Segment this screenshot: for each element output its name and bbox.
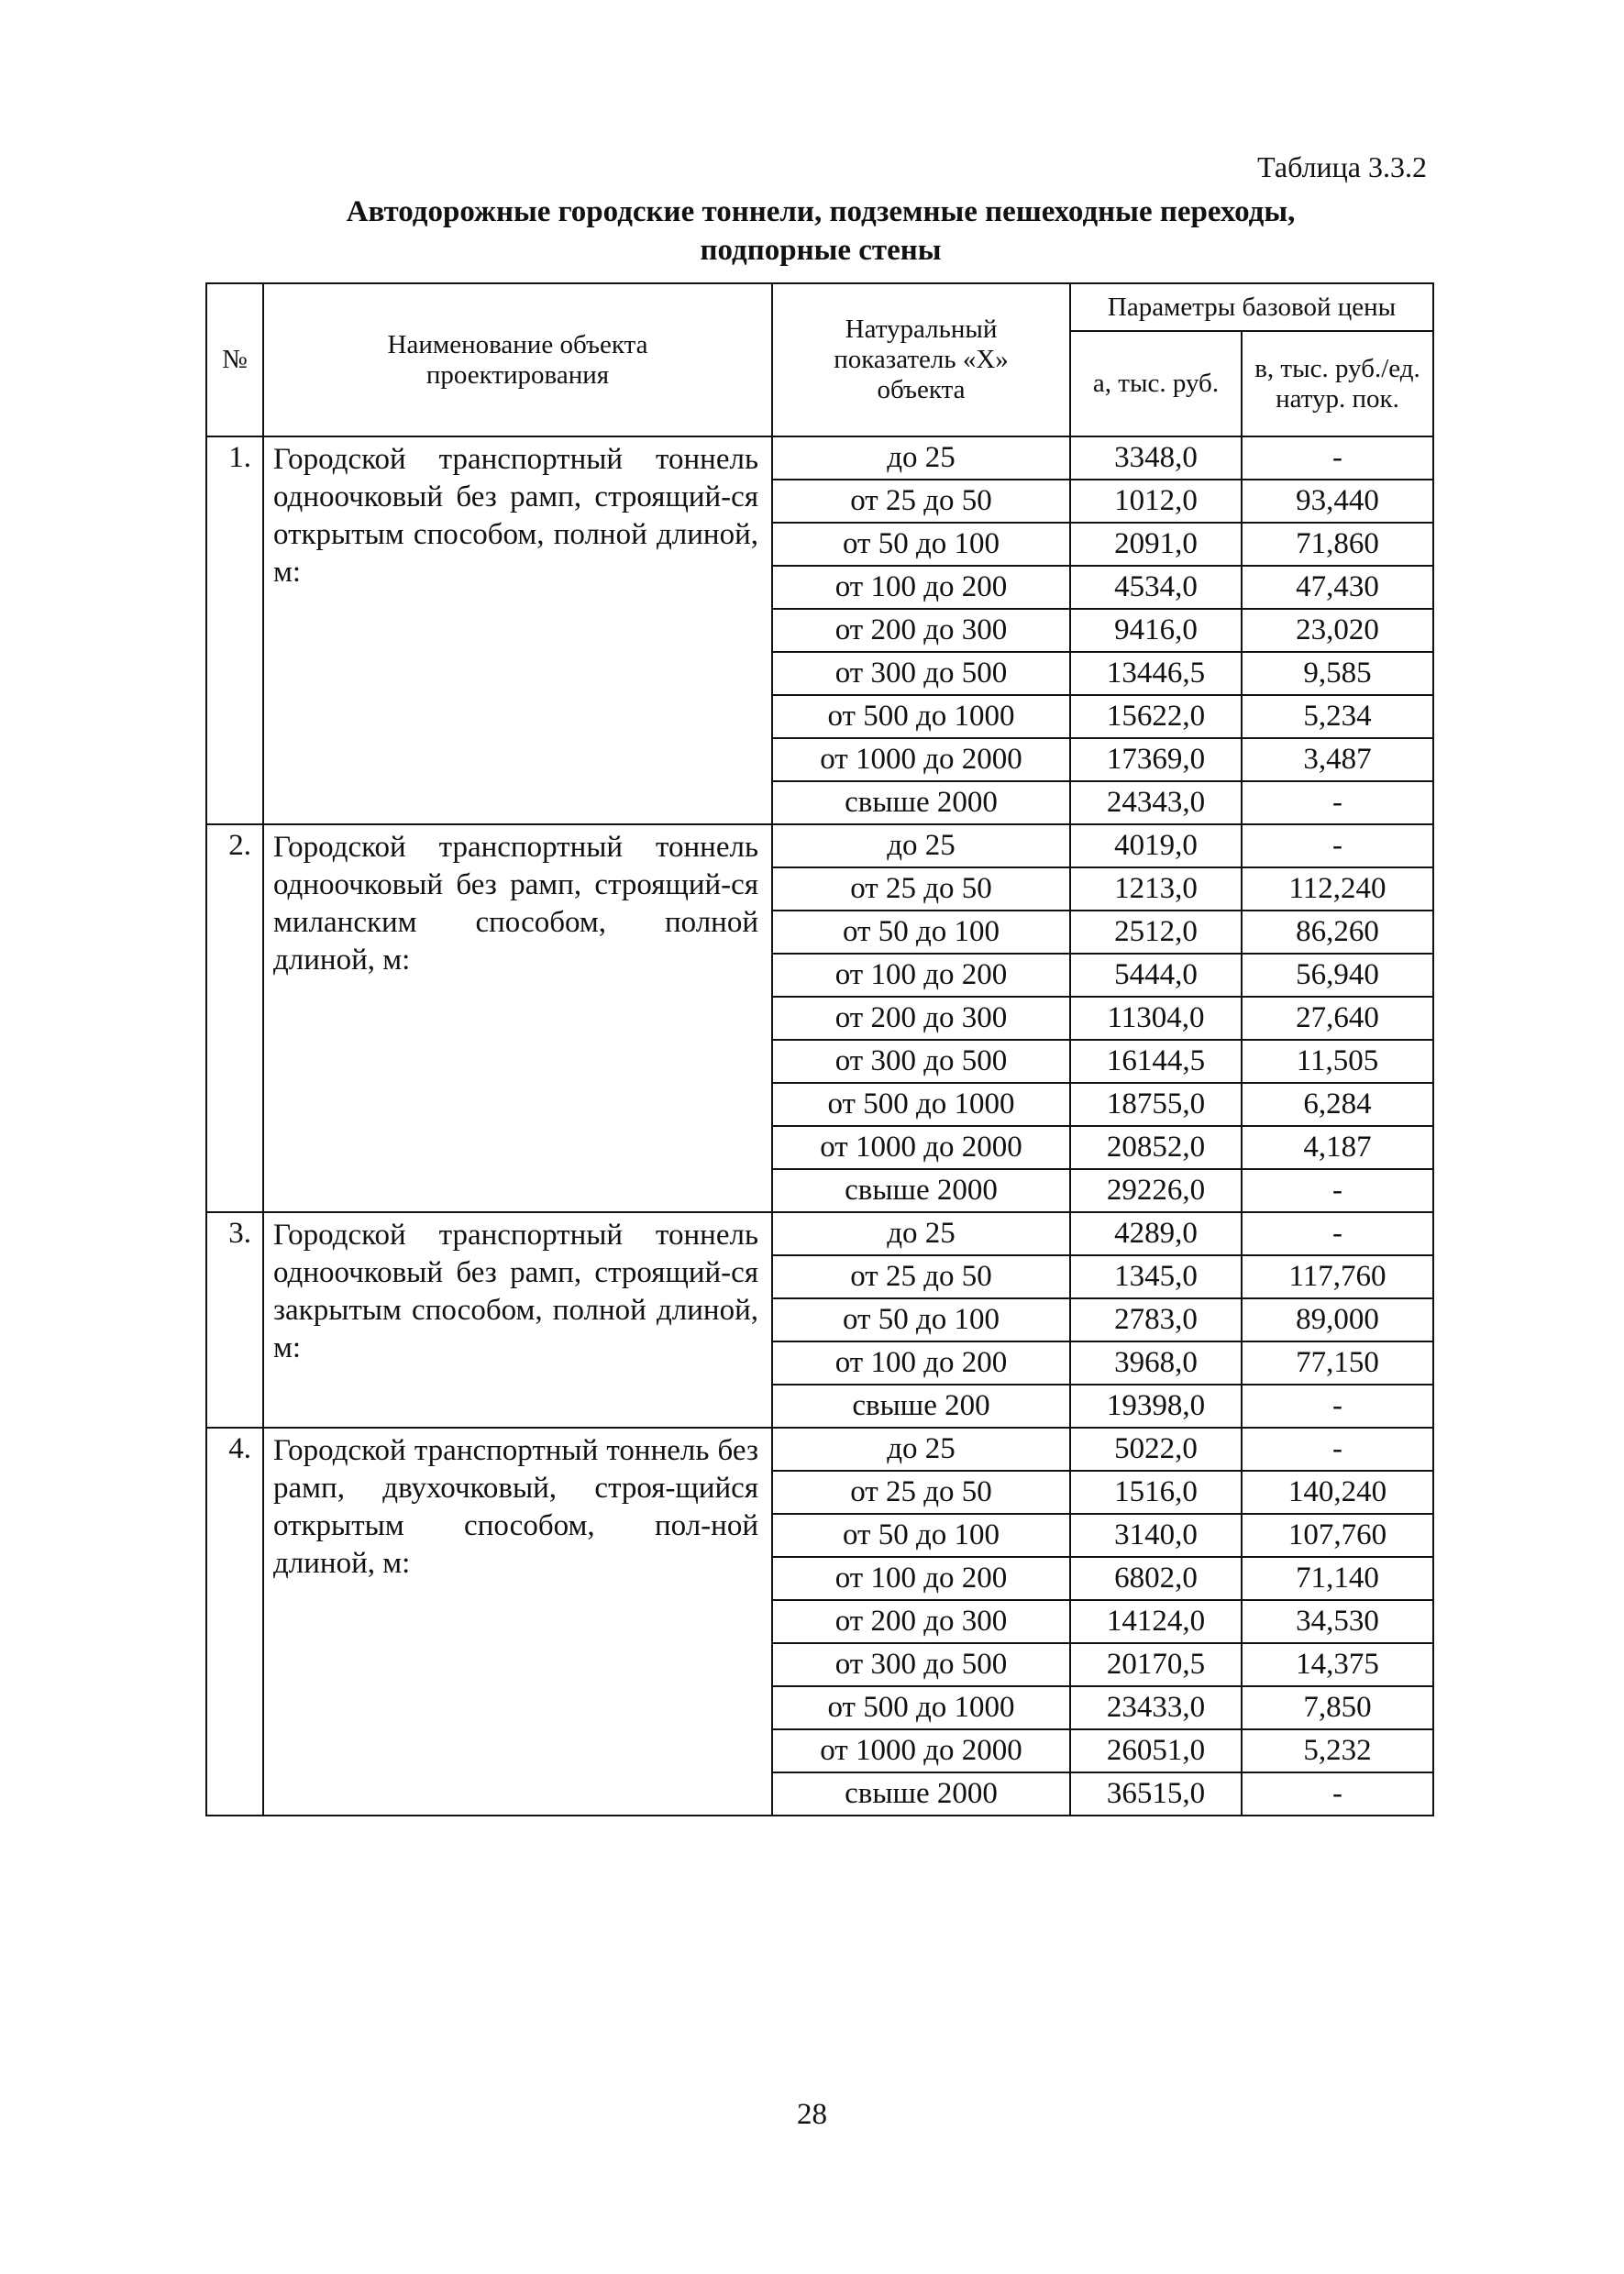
cell-param-b: 71,140 xyxy=(1242,1557,1433,1600)
cell-natural-indicator: от 50 до 100 xyxy=(772,911,1070,954)
table-row xyxy=(206,1212,1433,1255)
cell-param-a: 2512,0 xyxy=(1070,911,1242,954)
cell-natural-indicator: от 1000 до 2000 xyxy=(772,738,1070,781)
cell-param-a: 5022,0 xyxy=(1070,1428,1242,1471)
header-base-price-params: Параметры базовой цены xyxy=(1070,283,1433,331)
cell-param-a: 20170,5 xyxy=(1070,1643,1242,1686)
cell-param-a: 13446,5 xyxy=(1070,652,1242,695)
cell-param-a: 20852,0 xyxy=(1070,1126,1242,1169)
cell-natural-indicator: до 25 xyxy=(772,1212,1070,1255)
section-object-name: Городской транспортный тоннель одноочковый без рамп, строящий-ся миланским способом, полной длиной, м: xyxy=(263,824,772,1212)
table-row xyxy=(206,824,1433,867)
section-object-name: Городской транспортный тоннель одноочковый без рамп, строящий-ся открытым способом, полной длиной, м: xyxy=(263,436,772,824)
cell-param-a: 2783,0 xyxy=(1070,1298,1242,1341)
cell-natural-indicator: свыше 2000 xyxy=(772,1772,1070,1816)
cell-natural-indicator: от 25 до 50 xyxy=(772,867,1070,911)
cell-param-b: 77,150 xyxy=(1242,1341,1433,1385)
header-param-b: в, тыс. руб./ед. натур. пок. xyxy=(1242,331,1433,436)
cell-natural-indicator: от 300 до 500 xyxy=(772,1040,1070,1083)
cell-natural-indicator: от 300 до 500 xyxy=(772,1643,1070,1686)
table-body xyxy=(206,436,1433,1816)
cell-param-b: 5,232 xyxy=(1242,1729,1433,1772)
cell-param-b: - xyxy=(1242,1385,1433,1428)
cell-natural-indicator: до 25 xyxy=(772,1428,1070,1471)
cell-param-b: - xyxy=(1242,436,1433,480)
cell-param-b: 4,187 xyxy=(1242,1126,1433,1169)
cell-natural-indicator: от 500 до 1000 xyxy=(772,695,1070,738)
table-row xyxy=(206,1428,1433,1471)
cell-natural-indicator: от 50 до 100 xyxy=(772,523,1070,566)
table-title-line-1: Автодорожные городские тоннели, подземные пешеходные переходы, xyxy=(346,195,1296,228)
header-number: № xyxy=(206,283,263,436)
cell-param-a: 1516,0 xyxy=(1070,1471,1242,1514)
section-number: 2. xyxy=(206,824,263,1212)
cell-param-b: - xyxy=(1242,1212,1433,1255)
cell-param-a: 36515,0 xyxy=(1070,1772,1242,1816)
cell-param-a: 3348,0 xyxy=(1070,436,1242,480)
cell-natural-indicator: от 300 до 500 xyxy=(772,652,1070,695)
cell-param-b: 11,505 xyxy=(1242,1040,1433,1083)
cell-param-b: - xyxy=(1242,1428,1433,1471)
cell-param-b: 140,240 xyxy=(1242,1471,1433,1514)
cell-param-a: 1012,0 xyxy=(1070,480,1242,523)
table-title xyxy=(202,193,1440,270)
cell-natural-indicator: от 200 до 300 xyxy=(772,1600,1070,1643)
cell-param-b: 34,530 xyxy=(1242,1600,1433,1643)
cell-natural-indicator: от 25 до 50 xyxy=(772,1471,1070,1514)
cell-natural-indicator: от 500 до 1000 xyxy=(772,1686,1070,1729)
section-object-name: Городской транспортный тоннель без рамп, двухочковый, строя-щийся открытым способом, пол-ной длиной, м: xyxy=(263,1428,772,1816)
cell-param-a: 6802,0 xyxy=(1070,1557,1242,1600)
cell-param-b: 86,260 xyxy=(1242,911,1433,954)
cell-param-a: 19398,0 xyxy=(1070,1385,1242,1428)
cell-param-b: 56,940 xyxy=(1242,954,1433,997)
cell-natural-indicator: от 200 до 300 xyxy=(772,997,1070,1040)
cell-natural-indicator: от 100 до 200 xyxy=(772,954,1070,997)
cell-natural-indicator: от 1000 до 2000 xyxy=(772,1729,1070,1772)
cell-param-b: 7,850 xyxy=(1242,1686,1433,1729)
cell-natural-indicator: до 25 xyxy=(772,436,1070,480)
cell-param-b: - xyxy=(1242,1772,1433,1816)
cell-param-a: 17369,0 xyxy=(1070,738,1242,781)
cell-param-b: 27,640 xyxy=(1242,997,1433,1040)
cell-natural-indicator: от 500 до 1000 xyxy=(772,1083,1070,1126)
cell-param-a: 4534,0 xyxy=(1070,566,1242,609)
cell-param-b: - xyxy=(1242,1169,1433,1212)
cell-param-b: 5,234 xyxy=(1242,695,1433,738)
cell-param-b: 71,860 xyxy=(1242,523,1433,566)
table-label: Таблица 3.3.2 xyxy=(1257,150,1427,183)
cell-param-a: 24343,0 xyxy=(1070,781,1242,824)
header-natural-indicator: Натуральный показатель «Х» объекта xyxy=(772,283,1070,436)
cell-param-a: 1345,0 xyxy=(1070,1255,1242,1298)
cell-natural-indicator: от 100 до 200 xyxy=(772,566,1070,609)
cell-param-b: 9,585 xyxy=(1242,652,1433,695)
cell-param-a: 2091,0 xyxy=(1070,523,1242,566)
cell-param-a: 16144,5 xyxy=(1070,1040,1242,1083)
table-title-line-2: подпорные стены xyxy=(700,234,942,267)
cell-natural-indicator: от 100 до 200 xyxy=(772,1557,1070,1600)
cell-param-a: 18755,0 xyxy=(1070,1083,1242,1126)
cell-param-a: 26051,0 xyxy=(1070,1729,1242,1772)
cell-param-b: - xyxy=(1242,781,1433,824)
cell-param-b: 107,760 xyxy=(1242,1514,1433,1557)
price-table xyxy=(205,282,1434,1816)
cell-param-b: 47,430 xyxy=(1242,566,1433,609)
cell-natural-indicator: от 25 до 50 xyxy=(772,480,1070,523)
cell-param-b: 3,487 xyxy=(1242,738,1433,781)
cell-param-a: 11304,0 xyxy=(1070,997,1242,1040)
cell-natural-indicator: свыше 2000 xyxy=(772,1169,1070,1212)
cell-param-b: 6,284 xyxy=(1242,1083,1433,1126)
cell-param-a: 15622,0 xyxy=(1070,695,1242,738)
cell-param-a: 23433,0 xyxy=(1070,1686,1242,1729)
page-number: 28 xyxy=(797,2098,827,2131)
cell-natural-indicator: от 25 до 50 xyxy=(772,1255,1070,1298)
cell-param-a: 5444,0 xyxy=(1070,954,1242,997)
cell-param-a: 14124,0 xyxy=(1070,1600,1242,1643)
cell-param-a: 29226,0 xyxy=(1070,1169,1242,1212)
cell-natural-indicator: свыше 2000 xyxy=(772,781,1070,824)
cell-param-b: 112,240 xyxy=(1242,867,1433,911)
cell-param-b: 23,020 xyxy=(1242,609,1433,652)
section-number: 4. xyxy=(206,1428,263,1816)
cell-natural-indicator: от 200 до 300 xyxy=(772,609,1070,652)
section-object-name: Городской транспортный тоннель одноочковый без рамп, строящий-ся закрытым способом, полной длиной, м: xyxy=(263,1212,772,1428)
section-number: 3. xyxy=(206,1212,263,1428)
cell-param-b: 93,440 xyxy=(1242,480,1433,523)
header-param-a: а, тыс. руб. xyxy=(1070,331,1242,436)
cell-param-a: 3140,0 xyxy=(1070,1514,1242,1557)
cell-natural-indicator: от 50 до 100 xyxy=(772,1298,1070,1341)
cell-param-b: 89,000 xyxy=(1242,1298,1433,1341)
header-object-name: Наименование объекта проектирования xyxy=(263,283,772,436)
cell-param-b: 14,375 xyxy=(1242,1643,1433,1686)
cell-natural-indicator: свыше 200 xyxy=(772,1385,1070,1428)
cell-natural-indicator: от 1000 до 2000 xyxy=(772,1126,1070,1169)
cell-param-a: 3968,0 xyxy=(1070,1341,1242,1385)
cell-natural-indicator: до 25 xyxy=(772,824,1070,867)
cell-param-a: 1213,0 xyxy=(1070,867,1242,911)
table-row xyxy=(206,436,1433,480)
cell-param-a: 4289,0 xyxy=(1070,1212,1242,1255)
cell-param-a: 4019,0 xyxy=(1070,824,1242,867)
cell-param-a: 9416,0 xyxy=(1070,609,1242,652)
section-number: 1. xyxy=(206,436,263,824)
cell-natural-indicator: от 50 до 100 xyxy=(772,1514,1070,1557)
cell-natural-indicator: от 100 до 200 xyxy=(772,1341,1070,1385)
cell-param-b: - xyxy=(1242,824,1433,867)
cell-param-b: 117,760 xyxy=(1242,1255,1433,1298)
